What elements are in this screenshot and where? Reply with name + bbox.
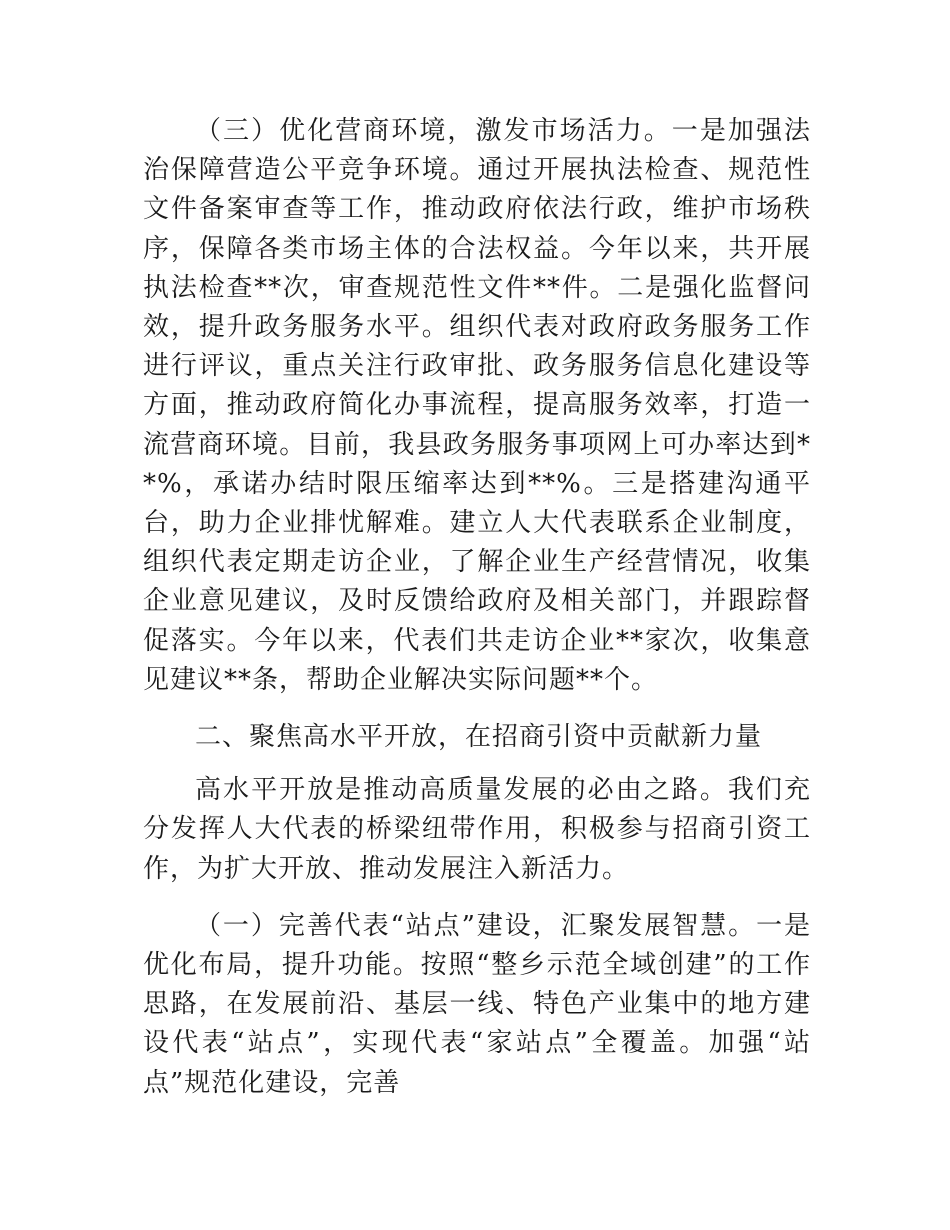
paragraph-station-construction: （一）完善代表“站点”建设，汇聚发展智慧。一是优化布局，提升功能。按照“整乡示范全域创建”的工作思路，在发展前沿、基层一线、特色产业集中的地方建设代表“站点”，实现代表“家站点”全覆盖。加强“站点”规范化建设，完善: [143, 910, 811, 1098]
document-body: [143, 112, 811, 1103]
section-heading-opening-up: 二、聚焦高水平开放，在招商引资中贡献新力量: [195, 722, 763, 753]
paragraph-business-environment: （三）优化营商环境，激发市场活力。一是加强法治保障营造公平竞争环境。通过开展执法检查、规范性文件备案审查等工作，推动政府依法行政，维护市场秩序，保障各类市场主体的合法权益。今年以来，共开展执法检查**次，审查规范性文件**件。二是强化监督问效，提升政务服务水平。组织代表对政府政务服务工作进行评议，重点关注行政审批、政务服务信息化建设等方面，推动政府简化办事流程，提高服务效率，打造一流营商环境。目前，我县政务服务事项网上可办率达到**%，承诺办结时限压缩率达到**%。三是搭建沟通平台，助力企业排忧解难。建立人大代表联系企业制度，组织代表定期走访企业，了解企业生产经营情况，收集企业意见建议，及时反馈给政府及相关部门，并跟踪督促落实。今年以来，代表们共走访企业**家次，收集意见建议**条，帮助企业解决实际问题**个。: [143, 116, 811, 695]
paragraph-opening-intro: 高水平开放是推动高质量发展的必由之路。我们充分发挥人大代表的桥梁纽带作用，积极参与招商引资工作，为扩大开放、推动发展注入新活力。: [143, 775, 811, 884]
